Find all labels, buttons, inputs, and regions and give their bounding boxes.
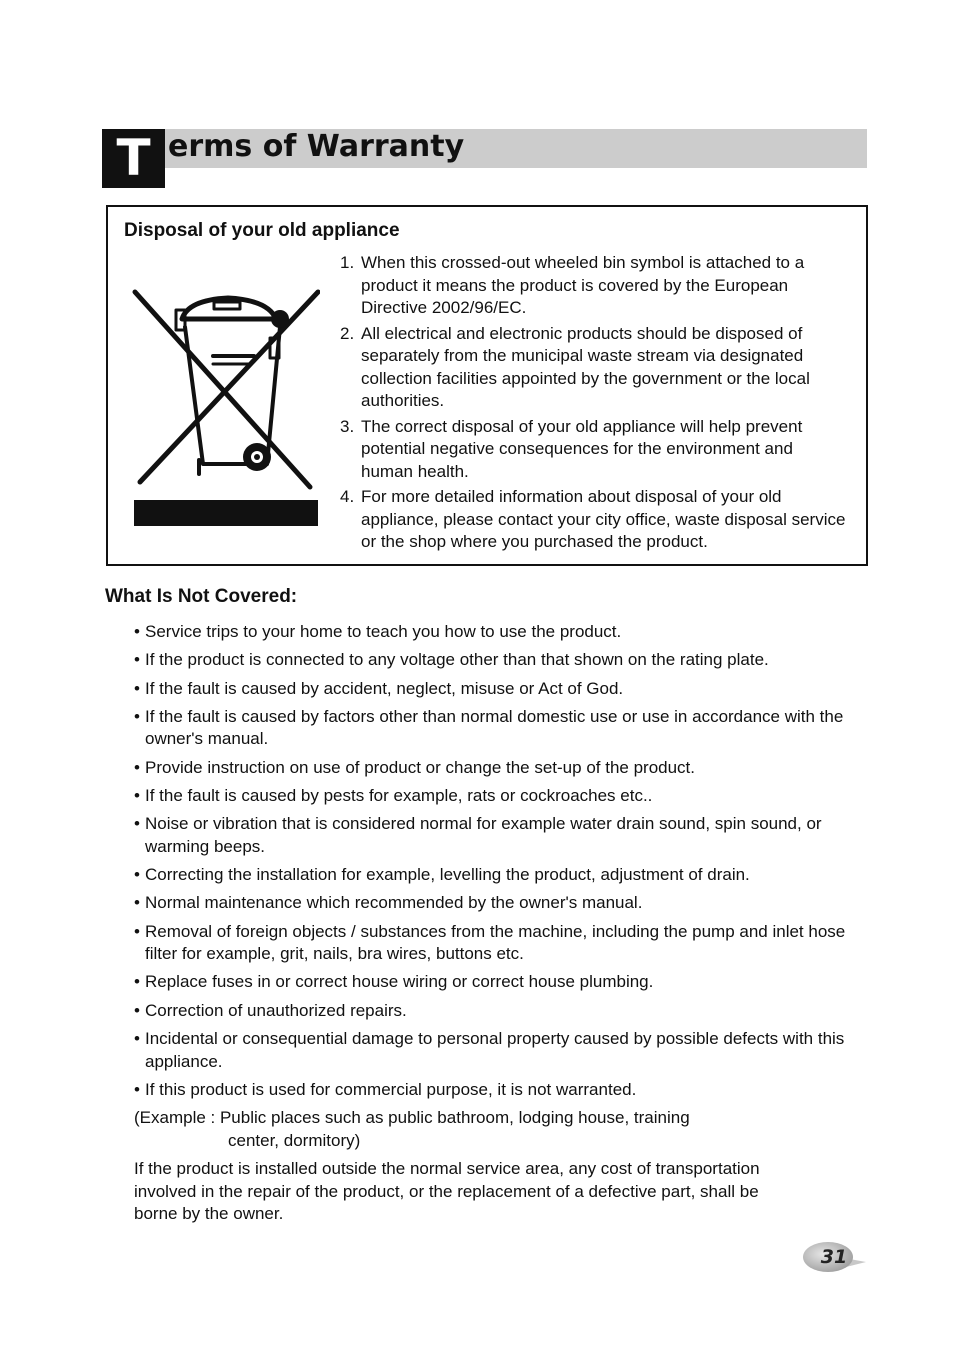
list-item: 1. When this crossed-out wheeled bin symbol is attached to a product it means the product is covered by the European Directive 2002/96/EC. [340,253,805,317]
page-number: 31 [820,1246,848,1268]
page-title: erms of Warranty [168,129,465,164]
disposal-list [340,252,848,557]
list-item: 4. For more detailed information about disposal of your old appliance, please contact your city office, waste disposal service or the shop where you purchased the product. [340,487,846,551]
disposal-title: Disposal of your old appliance [124,220,400,241]
list-item: • If the fault is caused by factors other than normal domestic use or use in accordance with the owner's manual. [134,706,854,751]
example-line-continued: center, dormitory) [228,1130,361,1150]
list-item: • Correcting the installation for example, levelling the product, adjustment of drain. [134,864,854,887]
list-item: • Noise or vibration that is considered normal for example water drain sound, spin sound, or warming beeps. [134,813,854,858]
list-item: • If the fault is caused by pests for example, rats or cockroaches etc.. [134,785,854,808]
not-covered-title: What Is Not Covered: [105,586,298,607]
list-item: • Provide instruction on use of product or change the set-up of the product. [134,757,854,780]
list-item: • Service trips to your home to teach you how to use the product. [134,621,854,644]
list-item: 3. The correct disposal of your old appliance will help prevent potential negative consequences for the environment and human health. [340,416,803,481]
list-item: • If the fault is caused by accident, neglect, misuse or Act of God. [134,678,854,701]
list-item: • If this product is used for commercial purpose, it is not warranted. [134,1079,854,1102]
list-item: • If the product is connected to any voltage other than that shown on the rating plate. [134,649,854,672]
example-line: (Example : Public places such as public bathroom, lodging house, training [134,1108,690,1127]
list-item: • Removal of foreign objects / substances from the machine, including the pump and inlet hose filter for example, grit, nails, bra wires, buttons etc. [134,921,854,966]
disposal-section [106,205,868,566]
list-item: • Replace fuses in or correct house wiring or correct house plumbing. [134,971,854,994]
list-item: • Incidental or consequential damage to personal property caused by possible defects with this appliance. [134,1028,854,1073]
list-item: 2. All electrical and electronic products should be disposed of separately from the municipal waste stream via designated collection facilities appointed by the government or the local authorities. [340,323,810,410]
list-item: • Normal maintenance which recommended by the owner's manual. [134,892,854,915]
outside-service-area-note: If the product is installed outside the normal service area, any cost of transportation involved in the repair of the product, or the replacement of a defective part, shall be borne by the owner. [134,1159,760,1223]
list-item: • Correction of unauthorized repairs. [134,1000,854,1023]
not-covered-list [134,621,854,1107]
header-initial-letter: T [102,129,165,188]
example-note [134,1107,774,1152]
crossed-out-wheeled-bin-icon [130,282,320,527]
